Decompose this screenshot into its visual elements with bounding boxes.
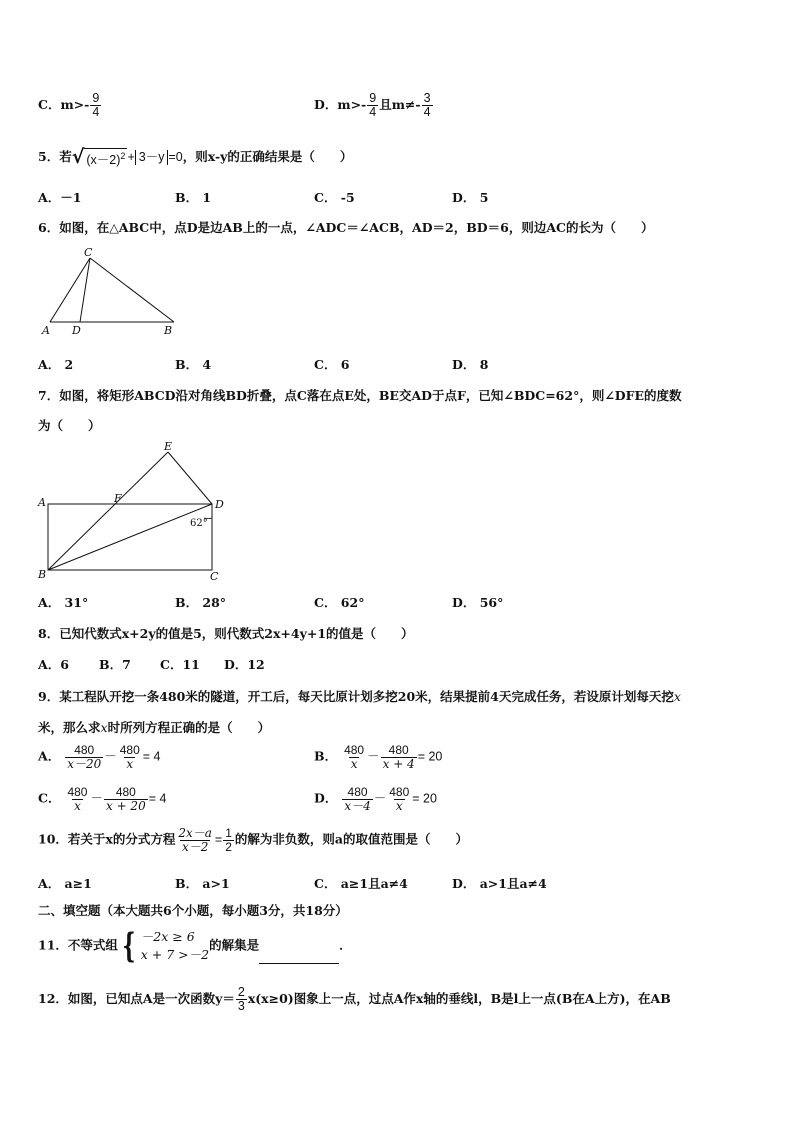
q4-option-c[interactable]: C．m>- $\frac{9}{4}$ — [38, 91, 100, 120]
q7-angle-label: 62° — [190, 518, 208, 529]
q10-option-a[interactable]: A． a≥1 — [38, 876, 92, 891]
q5-option-b[interactable]: B． 1 — [175, 190, 212, 205]
q6-label-a: A — [42, 324, 50, 337]
q4-c-fraction: $\frac{9}{4}$ — [92, 91, 100, 120]
q9-stem-line2: 米，那么求x时所列方程正确的是（ ） — [38, 720, 271, 735]
q4-d-fraction-2: $\frac{3}{4}$ — [423, 91, 431, 120]
q9-option-a[interactable]: A． $\frac{480}{x-20}$ － $\frac{480}{x}$ = 4 — [38, 743, 161, 771]
q7-option-d[interactable]: D． 56° — [452, 595, 504, 610]
q5-option-c[interactable]: C． -5 — [314, 190, 355, 205]
q9-option-c[interactable]: C． $\frac{480}{x}$ － $\frac{480}{x + 20}$ = 4 — [38, 785, 167, 813]
q11-answer-blank[interactable] — [259, 951, 339, 964]
q7-label-f: F — [114, 492, 122, 505]
q6-label-c: C — [84, 246, 93, 259]
q7-segment-ed — [168, 452, 212, 504]
q7-rectangle-figure — [34, 438, 230, 584]
q7-stem-line2: 为（ ） — [38, 418, 101, 433]
q7-option-b[interactable]: B． 28° — [175, 595, 227, 610]
q6-label-d: D — [72, 324, 81, 337]
q10-option-c[interactable]: C． a≥1且a≠4 — [314, 876, 408, 891]
q6-option-b[interactable]: B． 4 — [175, 357, 212, 372]
q11-stem: 11．不等式组 { －2x ≥ 6 x + 7 >－2 的解集是 ． — [38, 926, 352, 967]
q6-side-ac — [50, 258, 90, 322]
q7-option-c[interactable]: C． 62° — [314, 595, 365, 610]
q7-label-d: D — [215, 498, 224, 511]
q8-option-b[interactable]: B．7 — [99, 657, 131, 672]
q8-option-c[interactable]: C．11 — [160, 657, 200, 672]
q10-option-b[interactable]: B． a>1 — [175, 876, 230, 891]
q6-option-d[interactable]: D． 8 — [452, 357, 489, 372]
q6-side-cb — [90, 258, 174, 322]
section-title-fill-blank: 二、填空题（本大题共6个小题，每小题3分，共18分） — [38, 903, 348, 918]
q6-stem: 6．如图，在△ABC中，点D是边AB上的一点，∠ADC＝∠ACB，AD＝2，BD＝6，则边AC的长为（ ） — [38, 220, 654, 235]
q6-triangle-figure — [36, 246, 186, 338]
q4-d-fraction-1: $\frac{9}{4}$ — [369, 91, 377, 120]
q8-option-d[interactable]: D．12 — [224, 657, 265, 672]
q5-absolute-value: 3－y — [135, 150, 169, 165]
q6-label-b: B — [164, 324, 173, 337]
q6-segment-cd — [80, 258, 90, 322]
q7-segment-be — [48, 452, 168, 570]
q7-label-a: A — [38, 496, 46, 509]
q4-option-d[interactable]: D．m>- $\frac{9}{4}$ 且m≠- $\frac{3}{4}$ — [314, 91, 431, 120]
q10-option-d[interactable]: D． a>1且a≠4 — [452, 876, 547, 891]
q7-label-c: C — [210, 570, 219, 583]
q6-option-c[interactable]: C． 6 — [314, 357, 350, 372]
q8-option-a[interactable]: A．6 — [38, 657, 69, 672]
q5-sqrt: √ $(x-2)^2$ — [71, 145, 126, 168]
q7-stem-line1: 7．如图，将矩形ABCD沿对角线BD折叠，点C落在点E处，BE交AD于点F，已知∠BDC=62°，则∠DFE的度数 — [38, 388, 682, 403]
q7-option-a[interactable]: A． 31° — [38, 595, 89, 610]
q9-option-b[interactable]: B． $\frac{480}{x}$ － $\frac{480}{x + 4}$ = 20 — [314, 743, 443, 771]
q10-stem: 10．若关于x的分式方程 $\frac{2x-a}{x-2}$ = $\frac{1}{2}$ 的解为非负数，则a的取值范围是（ ） — [38, 826, 469, 854]
q5-stem: 5．若 √ $(x-2)^2$ + 3－y =0，则x-y的正确结果是（ ） — [38, 145, 353, 168]
q11-inequality-system: { －2x ≥ 6 x + 7 >－2 — [122, 926, 210, 967]
q7-label-e: E — [164, 440, 173, 453]
q9-stem-line1: 9．某工程队开挖一条480米的隧道，开工后，每天比原计划多挖20米，结果提前4天完成任务，若设原计划每天挖x — [38, 689, 681, 704]
q8-stem: 8．已知代数式x+2y的值是5，则代数式2x+4y+1的值是（ ） — [38, 626, 414, 641]
q5-option-d[interactable]: D． 5 — [452, 190, 489, 205]
q5-option-a[interactable]: A．－1 — [38, 190, 82, 205]
q7-diagonal-bd — [48, 504, 212, 570]
q12-stem: 12．如图，已知点A是一次函数y＝ $\frac{2}{3}$ x(x≥0)图象上一点，过点A作x轴的垂线l，B是l上一点(B在A上方)，在AB — [38, 985, 671, 1014]
q9-option-d[interactable]: D． $\frac{480}{x-4}$ － $\frac{480}{x}$ = 20 — [314, 785, 437, 813]
q6-option-a[interactable]: A． 2 — [38, 357, 74, 372]
q7-label-b: B — [38, 568, 47, 581]
